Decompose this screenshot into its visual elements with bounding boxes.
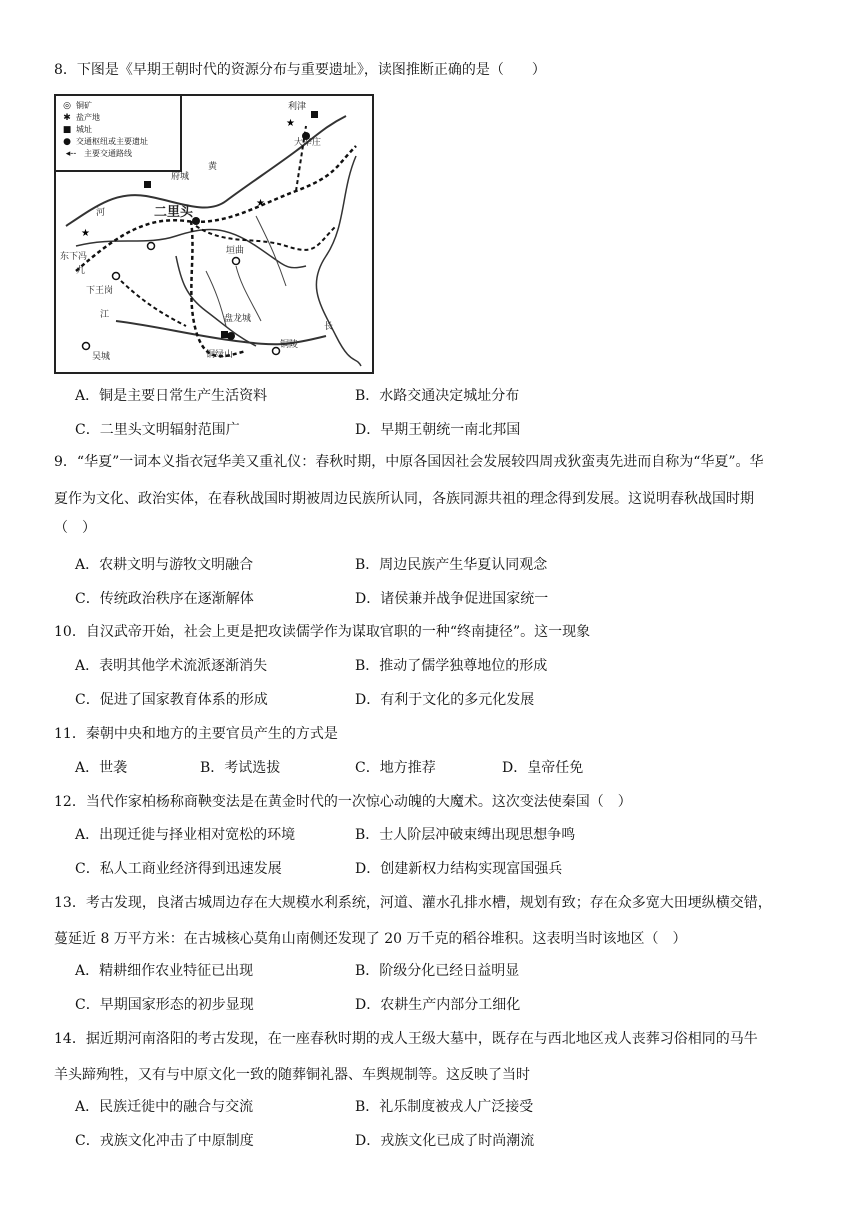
star-icon: ✱ <box>63 113 71 123</box>
q8-option-d: D．早期王朝统一南北邦国 <box>355 422 521 438</box>
map-label: 下王岗 <box>86 286 114 296</box>
q13-option-d: D．农耕生产内部分工细化 <box>355 997 521 1013</box>
question-9-stem-line-3: （ ） <box>54 520 96 536</box>
question-13-stem-line-1: 13．考古发现，良渚古城周边存在大规模水利系统，河道、灌水孔排水槽，规划有致；存在众多宽大田埂纵横交错， <box>54 895 772 911</box>
q13-option-a: A．精耕细作农业特征已出现 <box>75 963 254 979</box>
resource-distribution-map <box>54 94 374 374</box>
legend-item-copper: ◎ 铜矿 <box>63 101 92 111</box>
legend-item-salt: ✱ 盐产地 <box>63 113 100 123</box>
q11-option-d: D．皇帝任免 <box>502 760 584 776</box>
q14-option-a: A．民族迁徙中的融合与交流 <box>75 1099 254 1115</box>
q10-option-c: C．促进了国家教育体系的形成 <box>75 692 268 708</box>
question-10-stem: 10．自汉武帝开始，社会上更是把攻读儒学作为谋取官职的一种“终南捷径”。这一现象 <box>54 624 591 640</box>
question-9-stem-line-1: 9．“华夏”一词本义指衣冠华美又重礼仪：春秋时期，中原各国因社会发展较四周戎狄蛮夷先进而自称为“华夏”。华 <box>54 454 764 470</box>
dashed-arrow-icon: ◂-- <box>65 149 77 159</box>
map-label: 吴城 <box>92 352 111 362</box>
legend-item-city: ■ 城址 <box>62 125 92 135</box>
question-12-stem: 12．当代作家柏杨称商鞅变法是在黄金时代的一次惊心动魄的大魔术。这次变法使秦国（ ） <box>54 794 632 810</box>
question-14-stem-line-1: 14．据近期河南洛阳的考古发现，在一座春秋时期的戎人王级大墓中，既存在与西北地区戎人丧葬习俗相同的马牛 <box>54 1031 758 1047</box>
map-label: 黄 <box>208 162 218 172</box>
q12-option-d: D．创建新权力结构实现富国强兵 <box>355 861 563 877</box>
q14-option-b: B．礼乐制度被戎人广泛接受 <box>355 1099 534 1115</box>
question-8-stem: 8．下图是《早期王朝时代的资源分布与重要遗址》，读图推断正确的是（ ） <box>54 62 546 78</box>
map-legend <box>56 96 182 172</box>
q9-option-d: D．诸侯兼并战争促进国家统一 <box>355 591 549 607</box>
q9-option-a: A．农耕文明与游牧文明融合 <box>75 557 254 573</box>
q12-option-a: A．出现迁徙与择业相对宽松的环境 <box>75 827 296 843</box>
q14-option-d: D．戎族文化已成了时尚潮流 <box>355 1133 535 1149</box>
q9-option-c: C．传统政治秩序在逐渐解体 <box>75 591 254 607</box>
map-label: 铜陵 <box>280 340 299 350</box>
question-13-stem-line-2: 蔓延近 8 万平方米：在古城核心莫角山南侧还发现了 20 万千克的稻谷堆积。这表明当时该地区（ ） <box>54 931 687 947</box>
q8-option-a: A．铜是主要日常生产生活资料 <box>75 388 268 404</box>
q8-option-c: C．二里头文明辐射范围广 <box>75 422 240 438</box>
legend-item-route: ◂-- 主要交通路线 <box>62 148 180 160</box>
question-9-stem-line-2: 夏作为文化、政治实体，在春秋战国时期被周边民族所认同，各族同源共祖的理念得到发展。这说明春秋战国时期 <box>54 491 754 507</box>
map-label: 铜绿山 <box>206 350 234 360</box>
map-label: 府城 <box>171 172 190 182</box>
q8-option-b: B．水路交通决定城址分布 <box>355 388 520 404</box>
q13-option-b: B．阶级分化已经日益明显 <box>355 963 520 979</box>
map-label: 东下冯 <box>60 252 88 262</box>
map-label: 二里头 <box>154 205 194 220</box>
map-label: 江 <box>100 310 110 320</box>
q10-option-a: A．表明其他学术流派逐渐消失 <box>75 658 268 674</box>
square-icon: ■ <box>62 125 72 135</box>
q10-option-d: D．有利于文化的多元化发展 <box>355 692 535 708</box>
q12-option-c: C．私人工商业经济得到迅速发展 <box>75 861 282 877</box>
svg-text:★: ★ <box>81 228 90 239</box>
q10-option-b: B．推动了儒学独尊地位的形成 <box>355 658 548 674</box>
q11-option-c: C．地方推荐 <box>355 760 436 776</box>
q11-option-b: B．考试选拔 <box>200 760 281 776</box>
map-label: 垣曲 <box>226 246 245 256</box>
q11-option-a: A．世袭 <box>75 760 128 776</box>
svg-text:★: ★ <box>286 118 295 129</box>
question-11-stem: 11．秦朝中央和地方的主要官员产生的方式是 <box>54 726 338 742</box>
map-label: 大辛庄 <box>294 138 322 148</box>
circle-dot-icon: ◎ <box>63 101 71 111</box>
dot-icon: ● <box>63 137 71 147</box>
map-label: 盘龙城 <box>224 314 252 324</box>
map-label: 利津 <box>288 102 307 112</box>
q12-option-b: B．士人阶层冲破束缚出现思想争鸣 <box>355 827 576 843</box>
map-label: 河 <box>96 208 106 218</box>
q13-option-c: C．早期国家形态的初步显现 <box>75 997 254 1013</box>
q9-option-b: B．周边民族产生华夏认同观念 <box>355 557 548 573</box>
question-14-stem-line-2: 羊头蹄殉牲，又有与中原文化一致的随葬铜礼器、车舆规制等。这反映了当时 <box>54 1067 530 1083</box>
map-label: 九 <box>76 266 86 276</box>
q14-option-c: C．戎族文化冲击了中原制度 <box>75 1133 254 1149</box>
svg-text:★: ★ <box>256 198 265 209</box>
legend-item-hub: ● 交通枢纽或主要遗址 <box>63 137 148 147</box>
map-label: 长 <box>324 322 334 332</box>
